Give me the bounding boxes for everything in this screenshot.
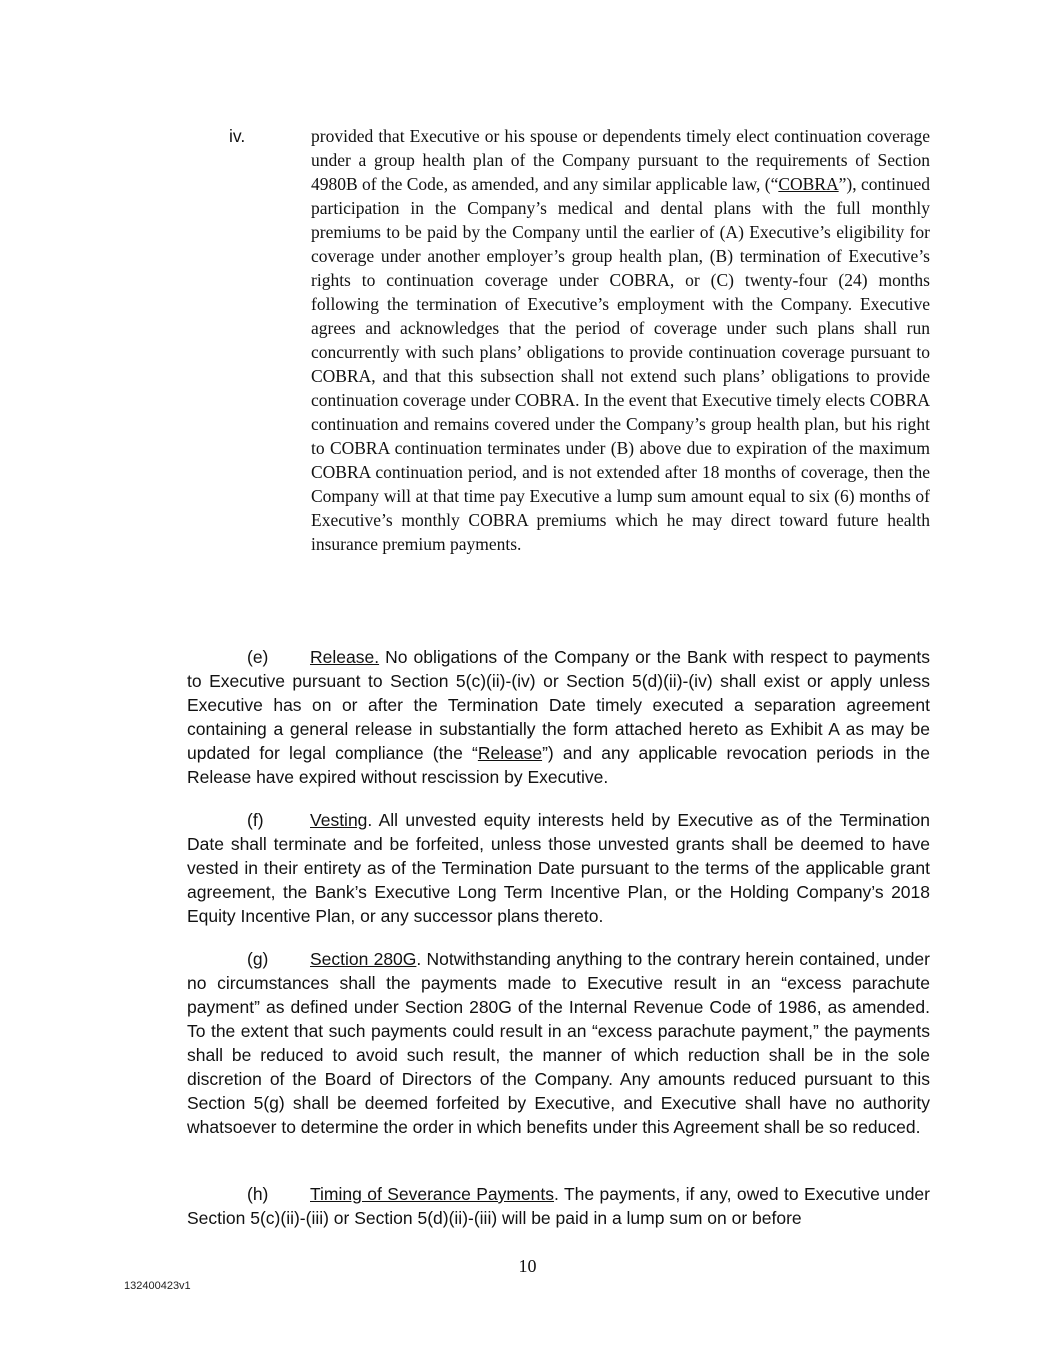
- section-f-mark: (f): [247, 810, 264, 830]
- item-iv-text-1: provided that Executive or his spouse or dependents timely elect continuation coverage under a group health plan of the Company pursuant to the requirements of Section 4980B of the Code, as amended, and any similar applicable law, (“: [311, 126, 930, 194]
- section-e-text-1: No obligations of the Company or the Bank with respect to payments to Executive pursuant to Section 5(c)(ii)-(iv) or Section 5(d)(ii)-(iv) shall exist or apply unless Executive has on or after the Termination Date timely executed a separation agreement containing a general release in substantially the form attached hereto as Exhibit A as may be updated for legal compliance (the “: [187, 647, 930, 763]
- item-iv-number: iv.: [229, 126, 246, 146]
- section-h-timing: [187, 1182, 930, 1230]
- section-g-280g: [187, 947, 930, 1139]
- section-g-mark: (g): [247, 949, 269, 969]
- section-f-vesting: [187, 808, 930, 928]
- section-f-text: . All unvested equity interests held by Executive as of the Termination Date shall terminate and be forfeited, unless those unvested grants shall be deemed to have vested in their entirety as of the Termination Date pursuant to the terms of the applicable grant agreement, the Bank’s Executive Long Term Incentive Plan, or the Holding Company’s 2018 Equity Incentive Plan, or any successor plans thereto.: [187, 810, 930, 926]
- section-g-text: . Notwithstanding anything to the contrary herein contained, under no circumstances shall the payments made to Executive result in an “excess parachute payment” as defined under Section 280G of the Internal Revenue Code of 1986, as amended. To the extent that such payments could result in an “excess parachute payment,” the payments shall be reduced to avoid such result, the manner of which reduction shall be in the sole discretion of the Board of Directors of the Company. Any amounts reduced pursuant to this Section 5(g) shall be deemed forfeited by Executive, and Executive shall have no authority whatsoever to determine the order in which benefits under this Agreement shall be so reduced.: [187, 949, 930, 1137]
- cobra-defined-term: COBRA: [778, 174, 839, 194]
- section-h-mark: (h): [247, 1184, 269, 1204]
- item-iv-body: [311, 124, 930, 556]
- release-defined-term: Release: [477, 743, 543, 763]
- section-e-mark: (e): [247, 647, 269, 667]
- item-iv-text-2: ”), continued participation in the Company’s medical and dental plans with the full monthly premiums to be paid by the Company until the earlier of (A) Executive’s eligibility for coverage under another employer’s group health plan, (B) termination of Executive’s rights to continuation coverage under COBRA, or (C) twenty-four (24) months following the termination of Executive’s employment with the Company. Executive agrees and acknowledges that the period of coverage under such plans shall run concurrently with such plans’ obligations to provide continuation coverage pursuant to COBRA, and that this subsection shall not extend such plans’ obligations to provide continuation coverage under COBRA. In the event that Executive timely elects COBRA continuation and remains covered under the Company’s group health plan, but his right to COBRA continuation terminates under (B) above due to expiration of the maximum COBRA continuation period, and is not extended after 18 months of coverage, then the Company will at that time pay Executive a lump sum amount equal to six (6) months of Executive’s monthly COBRA premiums which he may direct toward future health insurance premium payments.: [311, 174, 930, 554]
- section-h-heading: Timing of Severance Payments: [310, 1184, 555, 1204]
- section-f-heading: Vesting: [310, 810, 368, 830]
- section-g-heading: Section 280G: [310, 949, 417, 969]
- section-e-text-2: ”) and any applicable revocation periods in the Release have expired without rescission by Executive.: [187, 743, 931, 787]
- section-e-release: [187, 645, 930, 789]
- section-h-text: . The payments, if any, owed to Executive under Section 5(c)(ii)-(iii) or Section 5(d)(ii)-(iii) will be paid in a lump sum on or before: [187, 1184, 930, 1228]
- page-number: 10: [518, 1256, 537, 1276]
- document-id: 132400423v1: [124, 1280, 191, 1292]
- section-e-heading: Release.: [310, 647, 380, 667]
